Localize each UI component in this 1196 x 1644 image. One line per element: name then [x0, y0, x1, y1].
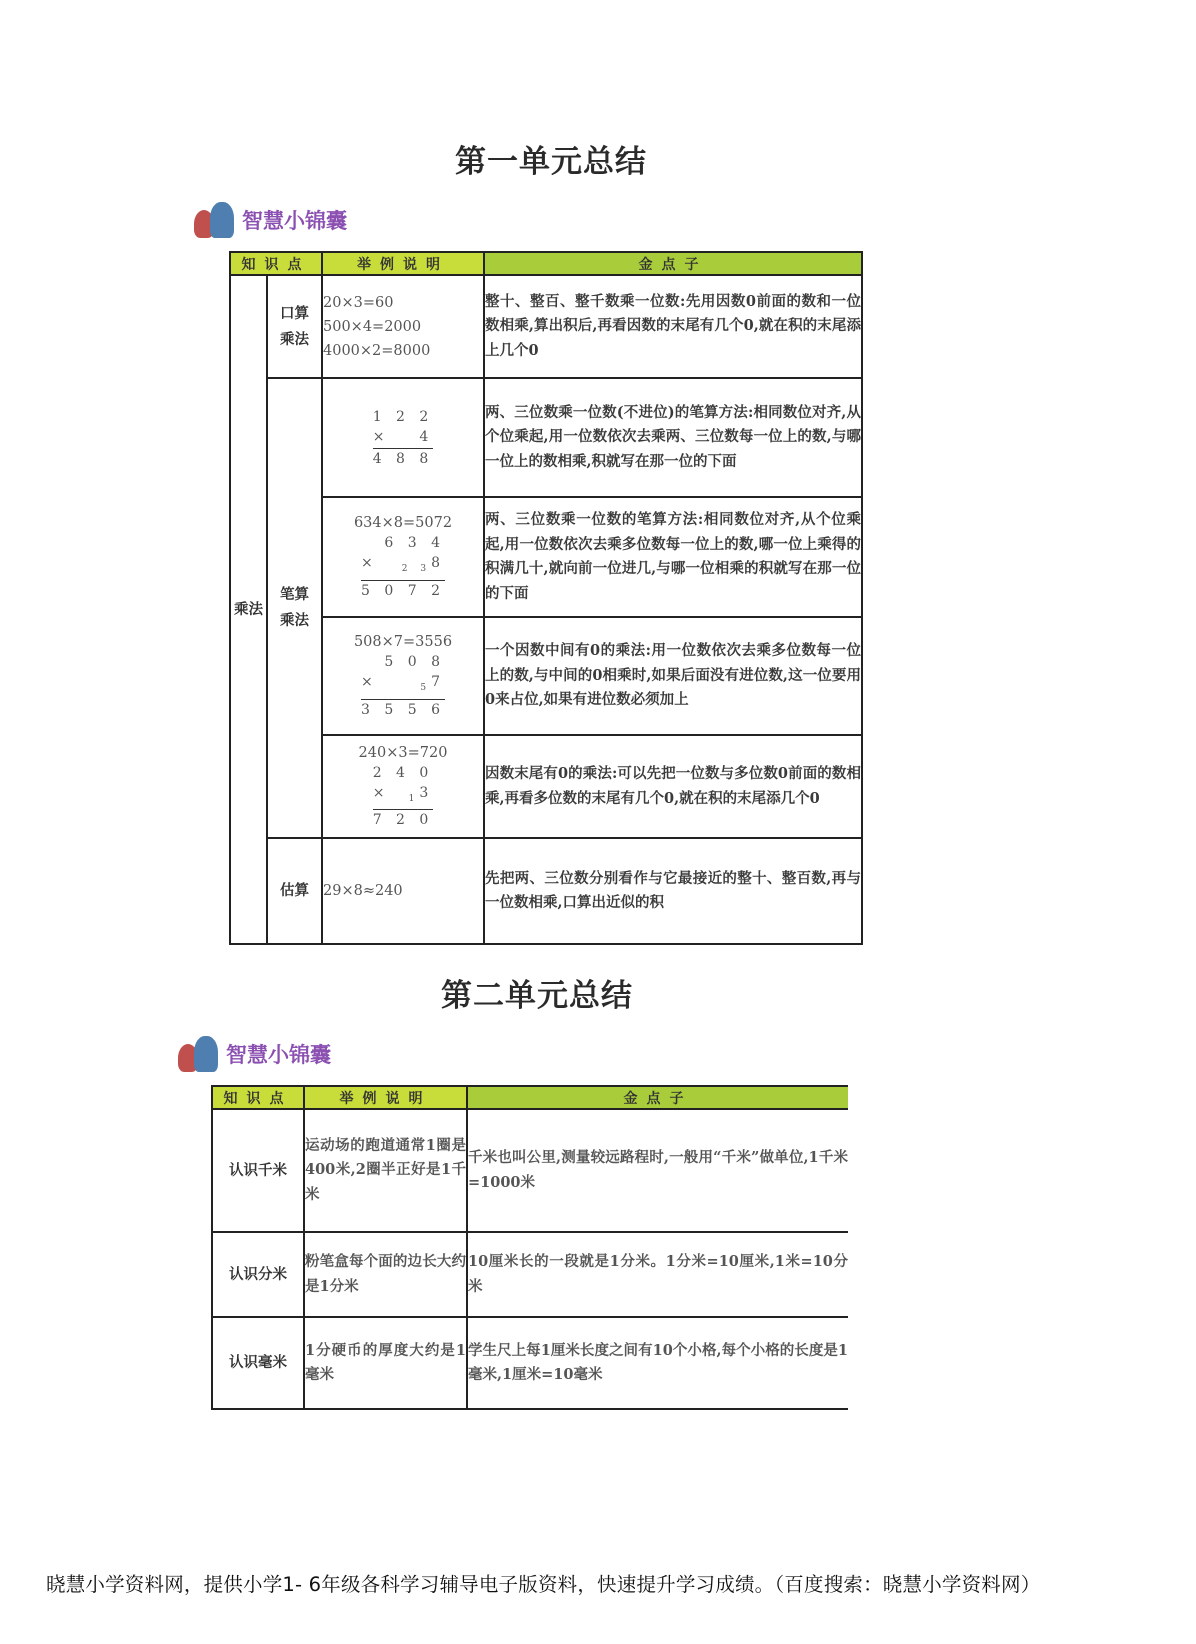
tip-text: 两、三位数乘一位数的笔算方法:相同数位对齐,从个位乘起,用一位数依次去乘多位数每一位上的数,哪一位上乘得的积满几十,就向前一位进几,与哪一位相乘的积就写在那一位的下面: [484, 497, 862, 617]
unit1-title: 第一单元总结: [455, 144, 647, 180]
vertical-calc: 1 2 2 × 4 4 8 8: [372, 408, 434, 467]
knowledge-point: 认识毫米: [212, 1317, 304, 1409]
table-row: [230, 497, 862, 617]
equation: 508×7=3556: [353, 634, 453, 651]
table-row: [230, 275, 862, 378]
knowledge-point: 口算乘法: [267, 275, 322, 378]
mascot-icon: [176, 1034, 222, 1074]
table-row: [212, 1232, 848, 1317]
example-line: 4000×2=8000: [323, 342, 431, 359]
group-label: 乘法: [230, 275, 267, 944]
equation: 240×3=720: [358, 744, 448, 761]
tip-label: 智慧小锦囊: [242, 209, 347, 233]
footer-note: 晓慧小学资料网，提供小学1- 6年级各科学习辅导电子版资料，快速提升学习成绩。（百度搜索：晓慧小学资料网）: [46, 1573, 1041, 1596]
tip-text: 因数末尾有0的乘法:可以先把一位数与多位数0前面的数相乘,再看多位数的末尾有几个0,就在积的末尾添几个0: [484, 735, 862, 838]
tip-text: 千米也叫公里,测量较远路程时,一般用“千米”做单位,1千米=1000米: [467, 1109, 848, 1232]
knowledge-point: 估算: [267, 838, 322, 944]
knowledge-point: 笔算乘法: [267, 378, 322, 838]
unit2-table: [211, 1085, 848, 1410]
tip-label: 智慧小锦囊: [226, 1043, 331, 1067]
tip-text: 学生尺上每1厘米长度之间有10个小格,每个小格的长度是1毫米,1厘米=10毫米: [467, 1317, 848, 1409]
equation: 634×8=5072: [353, 515, 453, 532]
table-row: [230, 735, 862, 838]
header-example: 举例说明: [322, 252, 484, 275]
vertical-calc: 2 4 0 × $_1$3 7 2 0: [372, 764, 434, 829]
header-knowledge: 知识点: [212, 1086, 304, 1109]
knowledge-point: 认识分米: [212, 1232, 304, 1317]
example-text: 1分硬币的厚度大约是1毫米: [304, 1317, 467, 1409]
example-line: 20×3=60: [323, 294, 394, 311]
unit1-table: [229, 251, 863, 945]
table-row: [212, 1109, 848, 1232]
knowledge-point: 认识千米: [212, 1109, 304, 1232]
header-tip: 金点子: [484, 252, 862, 275]
unit1-tip-heading: [192, 200, 347, 240]
table-row: [230, 617, 862, 735]
unit2-title: 第二单元总结: [441, 978, 633, 1014]
vertical-calc: 6 3 4 × $_{2 3}$8 5 0 7 2: [361, 535, 445, 599]
header-example: 举例说明: [304, 1086, 467, 1109]
table-row: [230, 378, 862, 497]
mascot-icon: [192, 200, 238, 240]
table-row: [212, 1317, 848, 1409]
example-text: 粉笔盒每个面的边长大约是1分米: [304, 1232, 467, 1317]
header-knowledge: 知识点: [230, 252, 322, 275]
example-text: 运动场的跑道通常1圈是400米,2圈半正好是1千米: [304, 1109, 467, 1232]
unit2-tip-heading: [176, 1034, 331, 1074]
tip-text: 10厘米长的一段就是1分米。1分米=10厘米,1米=10分米: [467, 1232, 848, 1317]
tip-text: 整十、整百、整千数乘一位数:先用因数0前面的数和一位数相乘,算出积后,再看因数的末尾有几个0,就在积的末尾添上几个0: [484, 275, 862, 378]
example-line: 29×8≈240: [322, 838, 484, 944]
tip-text: 两、三位数乘一位数(不进位)的笔算方法:相同数位对齐,从个位乘起,用一位数依次去乘两、三位数每一位上的数,与哪一位上的数相乘,积就写在那一位的下面: [484, 378, 862, 497]
table-row: [230, 838, 862, 944]
vertical-calc: 5 0 8 × $_5$7 3 5 5 6: [361, 654, 445, 718]
tip-text: 先把两、三位数分别看作与它最接近的整十、整百数,再与一位数相乘,口算出近似的积: [484, 838, 862, 944]
header-tip: 金点子: [467, 1086, 848, 1109]
tip-text: 一个因数中间有0的乘法:用一位数依次去乘多位数每一位上的数,与中间的0相乘时,如果后面没有进位数,这一位要用0来占位,如果有进位数必须加上: [484, 617, 862, 735]
example-line: 500×4=2000: [323, 318, 422, 335]
